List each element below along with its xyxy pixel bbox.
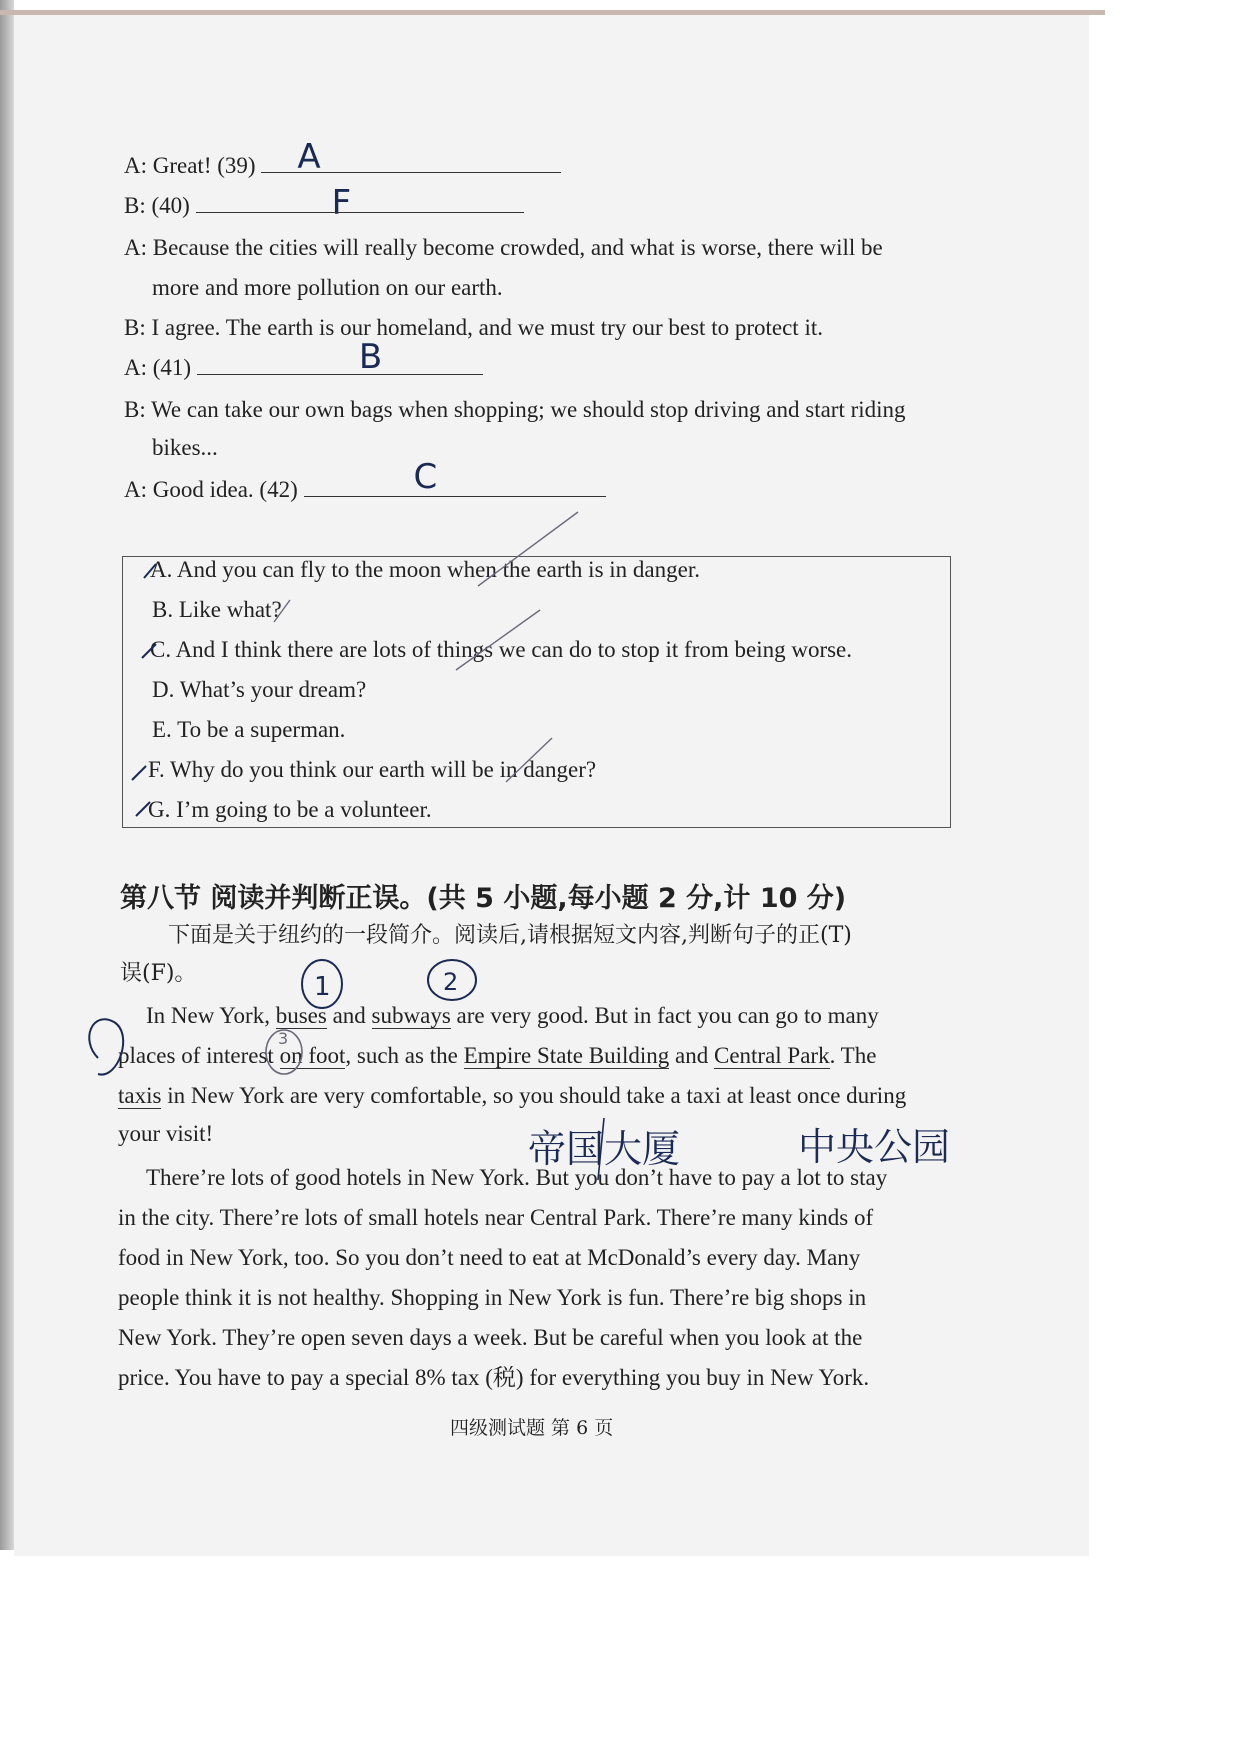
option-e[interactable]: E. To be a superman. [152, 717, 346, 742]
underlined-taxis: taxis [118, 1083, 162, 1108]
option-b[interactable]: B. Like what? [152, 597, 282, 622]
check-mark [136, 802, 150, 816]
check-mark [142, 644, 156, 658]
handwritten-answer-39: A [297, 137, 321, 177]
dialogue-line-3b: more and more pollution on our earth. [152, 275, 503, 300]
pen-stroke [598, 1118, 604, 1180]
passage-line: in the city. There’re lots of small hotels near Central Park. There’re many kinds of [118, 1205, 874, 1230]
option-c[interactable]: C. And I think there are lots of things we can do to stop it from being worse. [150, 637, 853, 662]
passage-line: New York. They’re open seven days a week. But be careful when you look at the [118, 1325, 863, 1350]
dialogue-line-6a: B: We can take our own bags when shopping; we should stop driving and start riding [124, 397, 906, 422]
passage-line: your visit! [118, 1121, 214, 1146]
underlined-on-foot: on foot [279, 1043, 346, 1068]
pen-stroke [456, 610, 540, 670]
dialogue-text: A: Great! (39) [124, 153, 256, 178]
page-footer: 四级测试题 第 6 页 [450, 1417, 614, 1439]
circled-number-3-label: 3 [278, 1029, 289, 1048]
handwritten-note-central-park: 中央公园 [798, 1125, 951, 1169]
passage-line: food in New York, too. So you don’t need to eat at McDonald’s every day. Many [118, 1245, 861, 1270]
underlined-empire-state-building: Empire State Building [463, 1043, 670, 1068]
handwritten-answer-42: C [413, 457, 438, 497]
check-mark [144, 564, 156, 578]
underlined-central-park: Central Park [713, 1043, 830, 1068]
passage-text: . The [829, 1043, 877, 1068]
section-instructions: 下面是关于纽约的一段简介。阅读后,请根据短文内容,判断句子的正(T) [168, 923, 852, 948]
dialogue-line-3a: A: Because the cities will really become crowded, and what is worse, there will be [124, 235, 883, 260]
section-instructions-cont: 误(F)。 [120, 961, 197, 986]
option-f[interactable]: F. Why do you think our earth will be in danger? [148, 757, 597, 782]
circled-number-4 [89, 1019, 123, 1074]
passage-text: in New York are very comfortable, so you should take a taxi at least once during [161, 1083, 907, 1108]
passage-text: , such as the [345, 1043, 464, 1068]
dialogue-text: A: (41) [124, 355, 192, 380]
option-a[interactable]: A. And you can fly to the moon when the earth is in danger. [150, 557, 700, 582]
passage-text: and [669, 1043, 714, 1068]
passage-text: and [326, 1003, 372, 1028]
handwritten-note-empire-state: 帝国大厦 [528, 1127, 681, 1171]
pen-stroke [274, 600, 290, 622]
check-mark [132, 766, 146, 780]
option-d[interactable]: D. What’s your dream? [152, 677, 367, 702]
passage-line: price. You have to pay a special 8% tax (税) for everything you buy in New York. [118, 1365, 870, 1390]
dialogue-text: A: Good idea. (42) [124, 477, 298, 502]
passage-text: places of interest [118, 1043, 280, 1068]
section-title: 第八节 阅读并判断正误。(共 5 小题,每小题 2 分,计 10 分) [120, 883, 847, 914]
pen-stroke [506, 738, 552, 782]
underlined-buses: buses [275, 1003, 327, 1028]
handwritten-answer-40: F [331, 183, 352, 223]
circled-number-1-label: 1 [314, 972, 331, 1002]
passage-line: There’re lots of good hotels in New York. But you don’t have to pay a lot to stay [146, 1165, 888, 1190]
dialogue-line-6b: bikes... [152, 435, 218, 460]
underlined-subways: subways [371, 1003, 451, 1028]
passage-text: In New York, [146, 1003, 276, 1028]
handwritten-answer-41: B [358, 337, 383, 377]
circled-number-2-label: 2 [443, 968, 459, 996]
option-g[interactable]: G. I’m going to be a volunteer. [148, 797, 432, 822]
passage-line: people think it is not healthy. Shopping in New York is fun. There’re big shops in [118, 1285, 867, 1310]
pen-stroke [478, 512, 578, 586]
dialogue-line-4: B: I agree. The earth is our homeland, and we must try our best to protect it. [124, 315, 823, 340]
dialogue-text: B: (40) [124, 193, 190, 218]
passage-text: are very good. But in fact you can go to many [450, 1003, 879, 1028]
